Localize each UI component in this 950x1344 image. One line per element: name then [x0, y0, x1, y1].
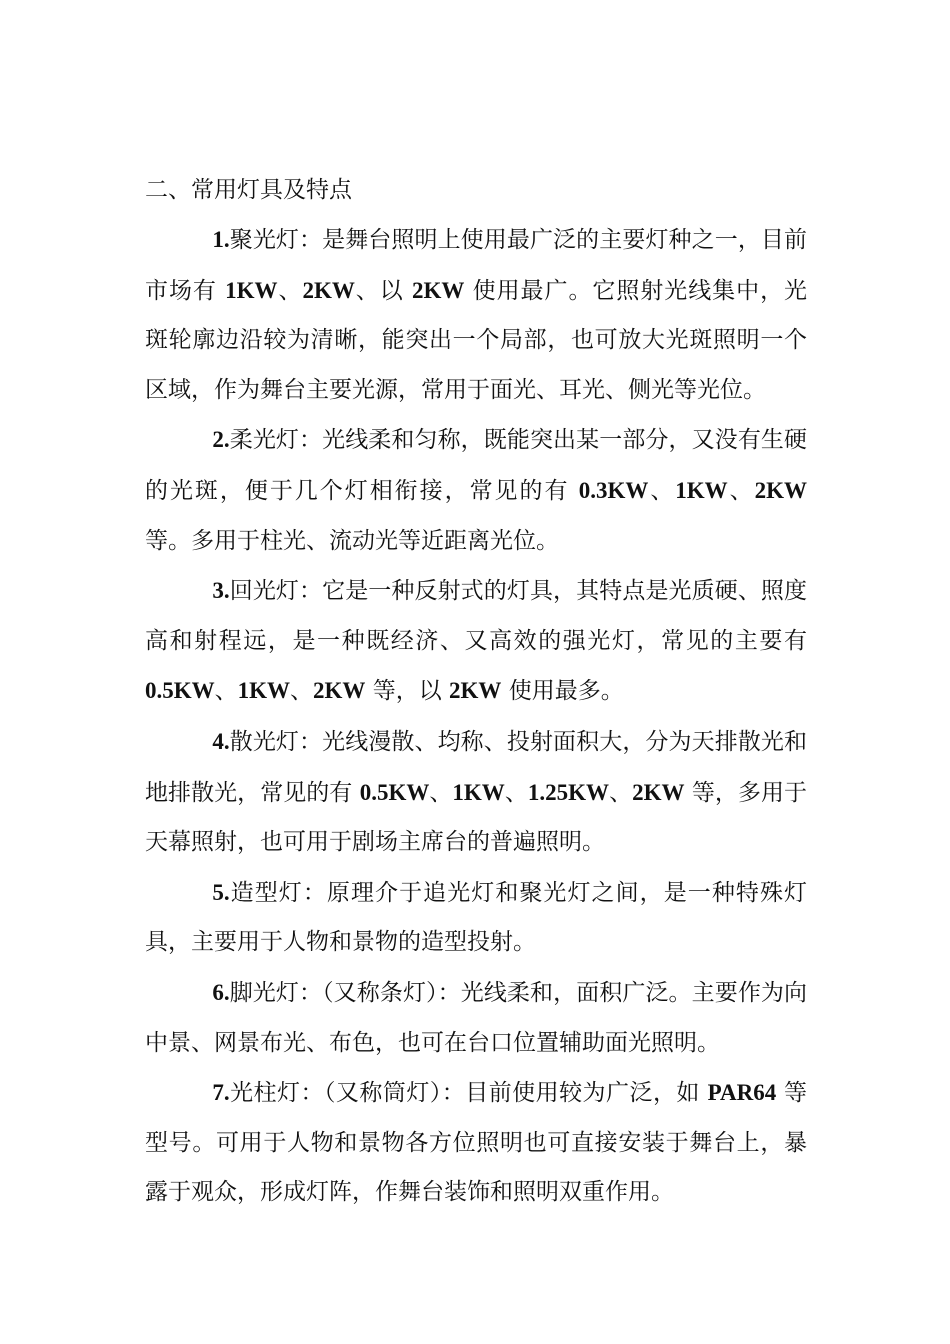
lamp-type-title: 柔光灯： — [229, 427, 323, 454]
section-heading: 二、常用灯具及特点 — [145, 177, 352, 203]
paragraph-list — [145, 215, 807, 1218]
paragraph-text: 等型号。可用于人物和景物各方位照明也可直接安装于舞台上，暴露于观众，形成灯阵，作舞台装饰和照明双重作用。 — [145, 1080, 808, 1206]
paragraph-number: 3. — [212, 578, 230, 604]
power-rating: 2KW — [449, 678, 502, 704]
lamp-type-title: 聚光灯： — [229, 227, 323, 253]
paragraph-text: 、 — [727, 477, 755, 504]
paragraph-number: 1. — [212, 227, 230, 252]
paragraph-text: 使用最广。它照射光线集中，光斑轮廓边沿较为清晰，能突出一个局部，也可放大光斑照明一个区域，作为舞台主要光源，常用于面光、耳光、侧光等光位。 — [145, 277, 808, 403]
paragraph-text: 、 — [277, 277, 303, 304]
power-rating: 2KW — [302, 277, 355, 303]
power-rating: 1.25KW — [527, 779, 610, 805]
power-rating: 1KW — [675, 477, 728, 503]
lamp-type-title: 脚光灯： — [229, 979, 323, 1006]
lamp-paragraph — [145, 566, 807, 717]
lamp-type-title: 散光灯： — [229, 728, 323, 755]
paragraph-text: 是舞台照明上使用最广泛的主要灯种之一，目前市场有 — [145, 227, 808, 304]
lamp-paragraph — [145, 215, 807, 415]
paragraph-text: 、 — [504, 779, 528, 806]
paragraph-number: 5. — [212, 879, 230, 905]
power-rating: 0.5KW — [145, 678, 215, 704]
paragraph-number: 4. — [212, 728, 230, 754]
power-rating: PAR64 — [707, 1080, 777, 1106]
paragraph-text: 、 — [429, 779, 453, 806]
lamp-paragraph — [145, 717, 807, 868]
paragraph-text: 、 — [609, 779, 633, 806]
paragraph-text: （又称条灯）：光线柔和，面积广泛。主要作为向中景、网景布光、布色，也可在台口位置辅助面光照明。 — [145, 979, 808, 1056]
lamp-type-title: 造型灯： — [229, 879, 327, 906]
paragraph-text: 使用最多。 — [501, 678, 624, 705]
paragraph-text: 、 — [214, 678, 238, 705]
power-rating: 1KW — [237, 678, 291, 704]
paragraph-text: 等。多用于柱光、流动光等近距离光位。 — [145, 527, 559, 554]
paragraph-text: 等，以 — [365, 678, 450, 705]
paragraph-text: 光线柔和匀称，既能突出某一部分，又没有生硬的光斑，便于几个灯相衔接，常见的有 — [145, 427, 808, 504]
paragraph-text: 光线漫散、均称、投射面积大，分为天排散光和地排散光，常见的有 — [145, 728, 808, 806]
power-rating: 1KW — [225, 277, 278, 303]
document-body — [145, 165, 807, 1218]
paragraph-text: 、 — [290, 678, 314, 705]
paragraph-text: 原理介于追光灯和聚光灯之间，是一种特殊灯具，主要用于人物和景物的造型投射。 — [145, 879, 808, 956]
power-rating: 0.5KW — [359, 779, 430, 805]
paragraph-text: （又称筒灯）：目前使用较为广泛，如 — [323, 1080, 708, 1107]
paragraph-text: 它是一种反射式的灯具，其特点是光质硬、照度高和射程远，是一种既经济、又高效的强光灯，常见的主要有 — [145, 578, 808, 654]
lamp-paragraph — [145, 968, 807, 1068]
lamp-paragraph — [145, 868, 807, 968]
paragraph-number: 2. — [212, 427, 230, 453]
power-rating: 1KW — [452, 779, 505, 805]
lamp-type-title: 光柱灯： — [229, 1080, 324, 1107]
lamp-type-title: 回光灯： — [229, 578, 323, 605]
paragraph-text: 、 — [648, 477, 676, 504]
power-rating: 2KW — [313, 678, 366, 704]
paragraph-number: 7. — [212, 1080, 230, 1106]
power-rating: 2KW — [632, 779, 685, 805]
power-rating: 0.3KW — [578, 477, 649, 503]
power-rating: 2KW — [754, 477, 808, 503]
lamp-paragraph — [145, 1068, 807, 1218]
paragraph-text: 、以 — [354, 277, 412, 304]
paragraph-text: 等，多用于天幕照射，也可用于剧场主席台的普遍照明。 — [145, 779, 808, 856]
lamp-paragraph — [145, 415, 807, 566]
power-rating: 2KW — [411, 277, 465, 303]
paragraph-number: 6. — [212, 979, 230, 1005]
